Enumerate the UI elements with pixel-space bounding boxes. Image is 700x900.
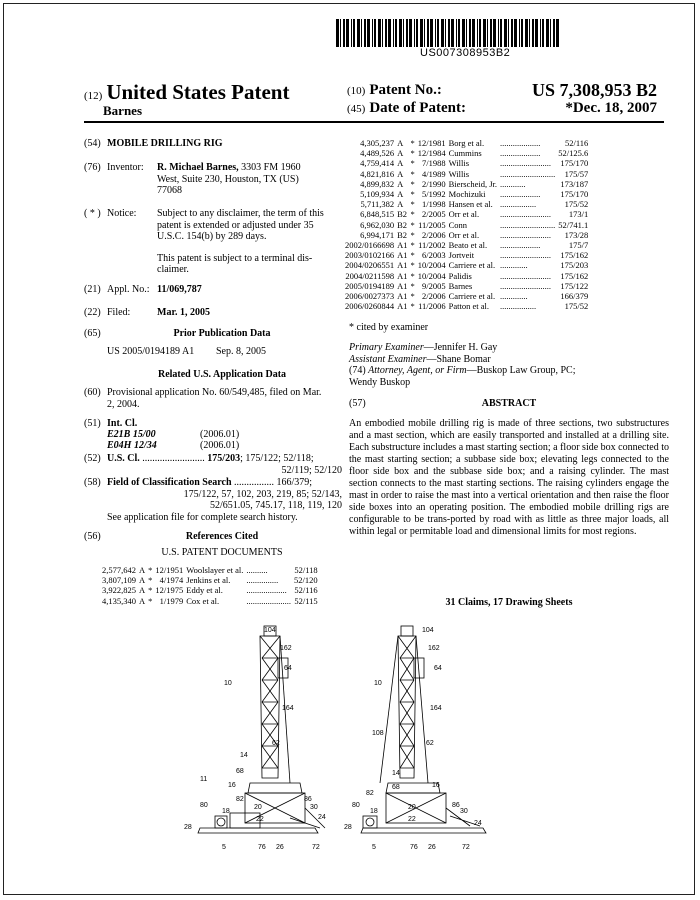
figure-label: 108 bbox=[372, 730, 384, 737]
figure-label: 62 bbox=[426, 740, 434, 747]
ref-dots: ............. bbox=[500, 260, 528, 271]
ref-n: Palidis bbox=[448, 270, 472, 281]
ref-s: * bbox=[410, 178, 415, 189]
us-patent-docs-heading: U.S. PATENT DOCUMENTS bbox=[161, 547, 283, 558]
ref-no: 5,109,934 bbox=[360, 189, 395, 200]
ref-k: B2 bbox=[397, 219, 408, 230]
ref-d: 2/2006 bbox=[422, 291, 446, 302]
ref-no: 3,922,825 bbox=[102, 585, 136, 596]
ref-no: 4,135,340 bbox=[102, 595, 136, 606]
reference-row bbox=[102, 565, 321, 575]
figure-label: 11 bbox=[200, 776, 208, 783]
ref-n: Eddy et al. bbox=[186, 585, 223, 596]
ref-dots: ..................... bbox=[246, 595, 292, 606]
ref-k: A bbox=[397, 148, 404, 159]
ref-no: 2004/0206551 bbox=[345, 260, 395, 271]
ref-no: 3,807,109 bbox=[102, 575, 136, 586]
ref-n: Orr et al. bbox=[448, 229, 480, 240]
ref-k: A1 bbox=[397, 240, 408, 251]
ref-d: 1/1979 bbox=[159, 595, 184, 606]
ref-k: B2 bbox=[397, 229, 408, 240]
inventor-short: Barnes bbox=[103, 103, 142, 118]
ref-d: 12/1981 bbox=[417, 138, 446, 148]
ref-k: A bbox=[397, 178, 404, 189]
figure-label: 16 bbox=[228, 782, 236, 789]
ref-d: 2/2006 bbox=[422, 229, 446, 240]
examiners: Primary Examiner—Jennifer H. Gay Assistant Examiner—Shane Bomar (74) Attorney, Agent, or Firm—Buskop Law Group, PC; Wendy Buskop bbox=[349, 342, 576, 388]
ref-k: A1 bbox=[397, 260, 408, 271]
ref-c: 175/57 bbox=[564, 168, 589, 179]
ref-c: 175/7 bbox=[568, 240, 589, 251]
ref-s: * bbox=[148, 585, 153, 596]
ref-dots: ........................ bbox=[500, 209, 552, 220]
ref-c: 173/1 bbox=[568, 209, 589, 220]
figure-label: 162 bbox=[280, 645, 292, 652]
ref-c: 52/741.1 bbox=[558, 219, 589, 230]
reference-row bbox=[102, 575, 321, 585]
provisional-field: Provisional application No. 60/549,485, filed on Mar. 2, 2004. bbox=[107, 387, 322, 410]
ref-dots: ........................ bbox=[500, 270, 552, 281]
reference-row bbox=[345, 138, 591, 148]
figure-label: 64 bbox=[434, 665, 442, 672]
ref-dots: ........................ bbox=[500, 280, 552, 291]
figure-label: 20 bbox=[254, 804, 262, 811]
ref-dots: ........................ bbox=[500, 158, 552, 169]
ref-c: 173/28 bbox=[564, 229, 589, 240]
figure-label: 30 bbox=[460, 808, 468, 815]
ref-k: A bbox=[397, 199, 404, 210]
reference-row bbox=[102, 596, 321, 606]
figure-label: 62 bbox=[272, 740, 280, 747]
ref-s: * bbox=[148, 565, 153, 575]
title-field: MOBILE DRILLING RIG bbox=[107, 138, 223, 149]
ref-c: 173/187 bbox=[560, 178, 589, 189]
ref-dots: .......................... bbox=[500, 168, 556, 179]
reference-row bbox=[345, 179, 591, 189]
ref-k: A bbox=[139, 565, 146, 575]
figure-label: 24 bbox=[474, 820, 482, 827]
ref-n: Beato et al. bbox=[448, 240, 488, 251]
figure-label: 162 bbox=[428, 645, 440, 652]
ref-c: 52/120 bbox=[294, 575, 318, 586]
claims-line: 31 Claims, 17 Drawing Sheets bbox=[445, 597, 573, 608]
ref-c: 52/115 bbox=[294, 595, 318, 606]
ref-c: 52/118 bbox=[294, 565, 318, 575]
ref-dots: ............... bbox=[246, 575, 279, 586]
figure-label: 26 bbox=[428, 844, 436, 851]
figure-label: 16 bbox=[432, 782, 440, 789]
figure-label: 80 bbox=[352, 802, 360, 809]
ref-dots: ................... bbox=[500, 189, 541, 200]
ref-no: 4,305,237 bbox=[360, 138, 395, 148]
figure-label: 104 bbox=[422, 627, 434, 634]
ref-s: * bbox=[410, 240, 415, 251]
figure-label: 164 bbox=[282, 705, 294, 712]
ref-dots: ................. bbox=[500, 301, 537, 312]
ref-n: Cummins bbox=[448, 148, 482, 159]
ref-d: 9/2005 bbox=[422, 280, 446, 291]
references-table-left bbox=[102, 565, 321, 606]
related-heading: Related U.S. Application Data bbox=[157, 369, 287, 380]
ref-dots: ............. bbox=[500, 291, 528, 302]
ref-k: A1 bbox=[397, 291, 408, 302]
figure-label: 26 bbox=[276, 844, 284, 851]
ref-s: * bbox=[410, 168, 415, 179]
figure-label: 22 bbox=[256, 816, 264, 823]
ref-s: * bbox=[410, 301, 415, 312]
ref-no: 6,848,515 bbox=[360, 209, 395, 220]
abstract-text: An embodied mobile drilling rig is made of three sections, two substructures and a mast section, which are easily transported and installed at a drilling site. Each substructure includes a mast starting section; a floor side box connected to the mast starting section; a subbase side box; elevating legs connected to the floor side box and the subbase side box; and a raising cylinder. The mast section connects to the mast starting sections. The raising cylinders engage the mast in order to raise the mast into a vertical orientation and then raise the floor side boxes into an operating position. The embodied mobile drilling rigs are configurable to be trans-ported by road with as little as three major loads, all within legal or permitable load and dimensional limits for most regions. bbox=[349, 418, 669, 537]
prior-pub-heading: Prior Publication Data bbox=[173, 328, 271, 339]
ref-d: 12/1975 bbox=[155, 585, 184, 596]
figure-label: 76 bbox=[410, 844, 418, 851]
abstract-heading: ABSTRACT bbox=[481, 398, 537, 409]
ref-no: 2,577,642 bbox=[102, 565, 136, 575]
ref-k: A bbox=[139, 575, 146, 586]
reference-row bbox=[345, 240, 591, 250]
reference-row bbox=[345, 199, 591, 209]
figure-label: 104 bbox=[264, 627, 276, 634]
ref-d: 2/1990 bbox=[422, 178, 446, 189]
ref-c: 175/162 bbox=[560, 250, 589, 261]
figure-label: 76 bbox=[258, 844, 266, 851]
ref-n: Borg et al. bbox=[448, 138, 485, 148]
references-heading: References Cited bbox=[185, 531, 259, 542]
ref-no: 2006/0260844 bbox=[345, 301, 395, 312]
ref-c: 175/203 bbox=[560, 260, 589, 271]
ref-no: 2003/0102166 bbox=[345, 250, 395, 261]
ref-c: 52/116 bbox=[565, 138, 589, 148]
reference-row bbox=[345, 209, 591, 219]
ref-n: Orr et al. bbox=[448, 209, 480, 220]
patent-number: US 7,308,953 B2 bbox=[531, 80, 657, 100]
left-column: (54) MOBILE DRILLING RIG (76) Inventor: R. Michael Barnes, 3303 FM 1960 West, Suite 230, Houston, TX (US) 77068 ( * ) Notice: Subject to any disclaimer, the term of this patent is extended or adjusted under 35 U.S.C. 154(b) by 289 days. This patent is subject to a terminal dis- claimer. (21) Appl. No.: 11/069,787 (22) Filed: Mar. 1, 2005 (65) Prior Publication Data US 2005/0194189 A1 Sep. 8, 2005 Related U.S. Application Data (60) Provisional application No. 60/549,485, filed on Mar. 2, 2004. (51) Int. Cl. E21B 15/00 (2006.01) E04H 12/34 (2006.01) (52) U.S. Cl. ......................... 175/203; 175/122; 52/118; 52/119; 52/120 (58) Field of Classification Search ................ 166/379; 175/122, 57, 102, 203, 219, 85; 52/143, 52/651.05, 745.17, 118, 119, 120 See application file for complete search history. (56) References Cited U.S. PATENT DOCUMENTS 2,577,642 A * 12/1951 Woolslayer et al. .......... 52/118 3,807,109 A * 4/1974 Jenkins et al. ............... 52/120 3,922,825 A * 12/1975 Eddy et al. ................... 52/116 4,135,340 A * 1/1979 Cox et al. ..................... 52/115 bbox=[84, 138, 342, 606]
ref-d: 7/1988 bbox=[422, 158, 446, 169]
ref-dots: ............ bbox=[500, 178, 526, 189]
ref-no: 4,821,816 bbox=[360, 168, 395, 179]
ref-no: 6,962,030 bbox=[360, 219, 395, 230]
ref-k: A bbox=[397, 138, 404, 148]
ref-n: Woolslayer et al. bbox=[186, 565, 244, 575]
ref-s: * bbox=[410, 199, 415, 210]
ref-k: A1 bbox=[397, 250, 408, 261]
references-table-right bbox=[345, 138, 591, 311]
patent-date-line: (45) Date of Patent: *Dec. 18, 2007 bbox=[347, 100, 657, 116]
figure-label: 68 bbox=[392, 784, 400, 791]
ref-n: Willis bbox=[448, 168, 470, 179]
ref-n: Barnes bbox=[448, 280, 473, 291]
ref-dots: ................. bbox=[500, 199, 537, 210]
ref-n: Jenkins et al. bbox=[186, 575, 231, 586]
ref-k: A1 bbox=[397, 301, 408, 312]
ref-c: 175/122 bbox=[560, 280, 589, 291]
ref-c: 166/379 bbox=[560, 291, 589, 302]
ref-k: A bbox=[397, 168, 404, 179]
ref-s: * bbox=[410, 260, 415, 271]
ref-d: 11/2002 bbox=[418, 240, 446, 251]
ref-k: A1 bbox=[397, 270, 408, 281]
patent-date: *Dec. 18, 2007 bbox=[565, 100, 657, 116]
reference-row bbox=[345, 291, 591, 301]
figure-label: 5 bbox=[372, 844, 376, 851]
reference-row bbox=[345, 158, 591, 168]
ref-c: 175/170 bbox=[560, 189, 589, 200]
ref-n: Mochizuki bbox=[448, 189, 486, 200]
ref-n: Bierscheid, Jr. bbox=[448, 178, 498, 189]
reference-row bbox=[345, 271, 591, 281]
ref-k: A1 bbox=[397, 280, 408, 291]
ref-k: A bbox=[139, 585, 146, 596]
figure-label: 20 bbox=[408, 804, 416, 811]
reference-row bbox=[345, 220, 591, 230]
reference-row bbox=[102, 585, 321, 595]
cited-by-examiner: * cited by examiner bbox=[349, 322, 429, 333]
right-column: 4,305,237 A * 12/1981 Borg et al. ................... 52/116 4,489,526 A * 12/1984 Cummins ................... 52/125.6 4,759,414 A * 7/1988 Willis ........................ 175/170 4,821,816 A * 4/1989 Willis .......................... 175/57 4,899,832 A * 2/1990 Bierscheid, Jr. ............ 173/187 5,109,934 A * 5/1992 Mochizuki ................... 175/170 5,711,382 A * 1/1998 Hansen et al. ................. 175/52 6,848,515 B2 * 2/2005 Orr et al. ........................ 173/1 6,962,030 B2 * 11/2005 Conn .......................... 52/741.1 6,994,171 B2 * 2/2006 Orr et al. ........................ 173/28 2002/0166698 A1 * 11/2002 Beato et al. ................... 175/7 2003/0102166 A1 * 6/2003 Jortveit ........................ 175/162 2004/0206551 A1 * 10/2004 Carriere et al. ............. 175/203 2004/0211598 A1 * 10/2004 Palidis ........................ 175/162 2005/0194189 A1 * 9/2005 Barnes ........................ 175/122 2006/0027373 A1 * 2/2006 Carriere et al. ............. 166/379 2006/0260844 A1 * 11/2006 Patton et al. ................. 175/52 * cited by examiner Primary Examiner—Jennifer H. Gay Assistant Examiner—Shane Bomar (74) Attorney, Agent, or Firm—Buskop Law Group, PC; Wendy Buskop (57) ABSTRACT bbox=[345, 0, 700, 900]
ref-n: Conn bbox=[448, 219, 468, 230]
ref-dots: ........................ bbox=[500, 229, 552, 240]
ref-no: 6,994,171 bbox=[360, 229, 395, 240]
figure-label: 64 bbox=[284, 665, 292, 672]
ref-no: 4,759,414 bbox=[360, 158, 395, 169]
reference-row bbox=[345, 281, 591, 291]
ref-s: * bbox=[410, 148, 415, 159]
figure-label: 18 bbox=[370, 808, 378, 815]
ref-dots: ........................ bbox=[500, 250, 552, 261]
patent-country-title: (12) United States Patent bbox=[84, 80, 290, 104]
figure-label: 82 bbox=[236, 796, 244, 803]
ref-d: 12/1951 bbox=[155, 565, 184, 575]
notice-field: Subject to any disclaimer, the term of this patent is extended or adjusted under 35 U.S.C. 154(b) by 289 days. This patent is subject to a terminal dis- claimer. bbox=[157, 208, 324, 275]
ref-d: 11/2005 bbox=[418, 219, 446, 230]
ref-s: * bbox=[410, 229, 415, 240]
ref-d: 11/2006 bbox=[418, 301, 446, 312]
ref-c: 52/116 bbox=[294, 585, 318, 596]
figure-label: 14 bbox=[392, 770, 400, 777]
ref-n: Carriere et al. bbox=[448, 291, 496, 302]
patent-number-line: (10) Patent No.: US 7,308,953 B2 bbox=[347, 80, 657, 100]
ref-dots: ................... bbox=[500, 138, 541, 148]
ref-s: * bbox=[410, 270, 415, 281]
reference-row bbox=[345, 148, 591, 158]
ref-d: 1/1998 bbox=[422, 199, 446, 210]
ref-k: B2 bbox=[397, 209, 408, 220]
figure-label: 28 bbox=[184, 824, 192, 831]
ref-no: 2005/0194189 bbox=[345, 280, 395, 291]
ref-c: 175/162 bbox=[560, 270, 589, 281]
reference-row bbox=[345, 189, 591, 199]
publication-number: US007308953B2 bbox=[420, 47, 511, 59]
figure-label: 18 bbox=[222, 808, 230, 815]
figure-label: 68 bbox=[236, 768, 244, 775]
ref-d: 10/2004 bbox=[417, 270, 446, 281]
ref-s: * bbox=[410, 219, 415, 230]
ref-s: * bbox=[410, 158, 415, 169]
ref-no: 5,711,382 bbox=[360, 199, 395, 210]
ref-dots: ................... bbox=[500, 148, 541, 159]
ref-n: Patton et al. bbox=[448, 301, 490, 312]
ref-d: 2/2005 bbox=[422, 209, 446, 220]
ref-dots: .......................... bbox=[500, 219, 556, 230]
figure-label: 30 bbox=[310, 804, 318, 811]
filed-date: Mar. 1, 2005 bbox=[157, 307, 210, 318]
ref-dots: ................... bbox=[246, 585, 287, 596]
ref-n: Jortveit bbox=[448, 250, 475, 261]
ref-d: 6/2003 bbox=[422, 250, 446, 261]
ref-s: * bbox=[410, 138, 415, 148]
figure-label: 14 bbox=[240, 752, 248, 759]
figure-label: 10 bbox=[224, 680, 232, 687]
ref-n: Hansen et al. bbox=[448, 199, 493, 210]
ref-k: A bbox=[139, 595, 146, 606]
inventor-field: R. Michael Barnes, 3303 FM 1960 West, Suite 230, Houston, TX (US) 77068 bbox=[157, 162, 301, 196]
figure-label: 5 bbox=[222, 844, 226, 851]
ref-s: * bbox=[148, 595, 153, 606]
ref-c: 175/52 bbox=[564, 301, 589, 312]
ref-n: Carriere et al. bbox=[448, 260, 496, 271]
ref-n: Cox et al. bbox=[186, 595, 220, 606]
figure-label: 28 bbox=[344, 824, 352, 831]
ref-d: 4/1974 bbox=[159, 575, 184, 586]
figure-label: 80 bbox=[200, 802, 208, 809]
figure-label: 86 bbox=[304, 796, 312, 803]
ref-s: * bbox=[410, 250, 415, 261]
appl-no: 11/069,787 bbox=[157, 284, 202, 295]
figure-label: 22 bbox=[408, 816, 416, 823]
ref-s: * bbox=[410, 209, 415, 220]
figure-label: 86 bbox=[452, 802, 460, 809]
ref-d: 12/1984 bbox=[417, 148, 446, 159]
ref-s: * bbox=[410, 280, 415, 291]
ref-no: 2006/0027373 bbox=[345, 291, 395, 302]
ref-d: 4/1989 bbox=[422, 168, 446, 179]
figure-label: 164 bbox=[430, 705, 442, 712]
reference-row bbox=[345, 301, 591, 311]
reference-row bbox=[345, 169, 591, 179]
ref-d: 10/2004 bbox=[417, 260, 446, 271]
ref-k: A bbox=[397, 189, 404, 200]
ref-n: Willis bbox=[448, 158, 470, 169]
ref-s: * bbox=[410, 291, 415, 302]
ref-c: 175/170 bbox=[560, 158, 589, 169]
ref-c: 175/52 bbox=[564, 199, 589, 210]
reference-row bbox=[345, 260, 591, 270]
ref-no: 4,899,832 bbox=[360, 178, 395, 189]
ref-d: 5/1992 bbox=[422, 189, 446, 200]
figure-label: 72 bbox=[462, 844, 470, 851]
us-cl-field: U.S. Cl. ......................... 175/203; 175/122; 52/118; 52/119; 52/120 bbox=[107, 453, 342, 476]
figure-label: 82 bbox=[366, 790, 374, 797]
figure-label: 10 bbox=[374, 680, 382, 687]
reference-row bbox=[345, 250, 591, 260]
ref-s: * bbox=[148, 575, 153, 586]
ref-dots: .......... bbox=[246, 565, 268, 575]
ref-dots: ................... bbox=[500, 240, 541, 251]
field-of-search: Field of Classification Search ................ 166/379; 175/122, 57, 102, 203, 219, 85; 52/143, 52/651.05, 745.17, 118, 119, 120 See application file for complete search history. bbox=[107, 477, 342, 523]
ref-no: 2002/0166698 bbox=[345, 240, 395, 251]
ref-c: 52/125.6 bbox=[558, 148, 589, 159]
ref-s: * bbox=[410, 189, 415, 200]
ref-no: 2004/0211598 bbox=[345, 270, 395, 281]
reference-row bbox=[345, 230, 591, 240]
ref-no: 4,489,526 bbox=[360, 148, 395, 159]
ref-k: A bbox=[397, 158, 404, 169]
figure-label: 24 bbox=[318, 814, 326, 821]
figure-label: 72 bbox=[312, 844, 320, 851]
